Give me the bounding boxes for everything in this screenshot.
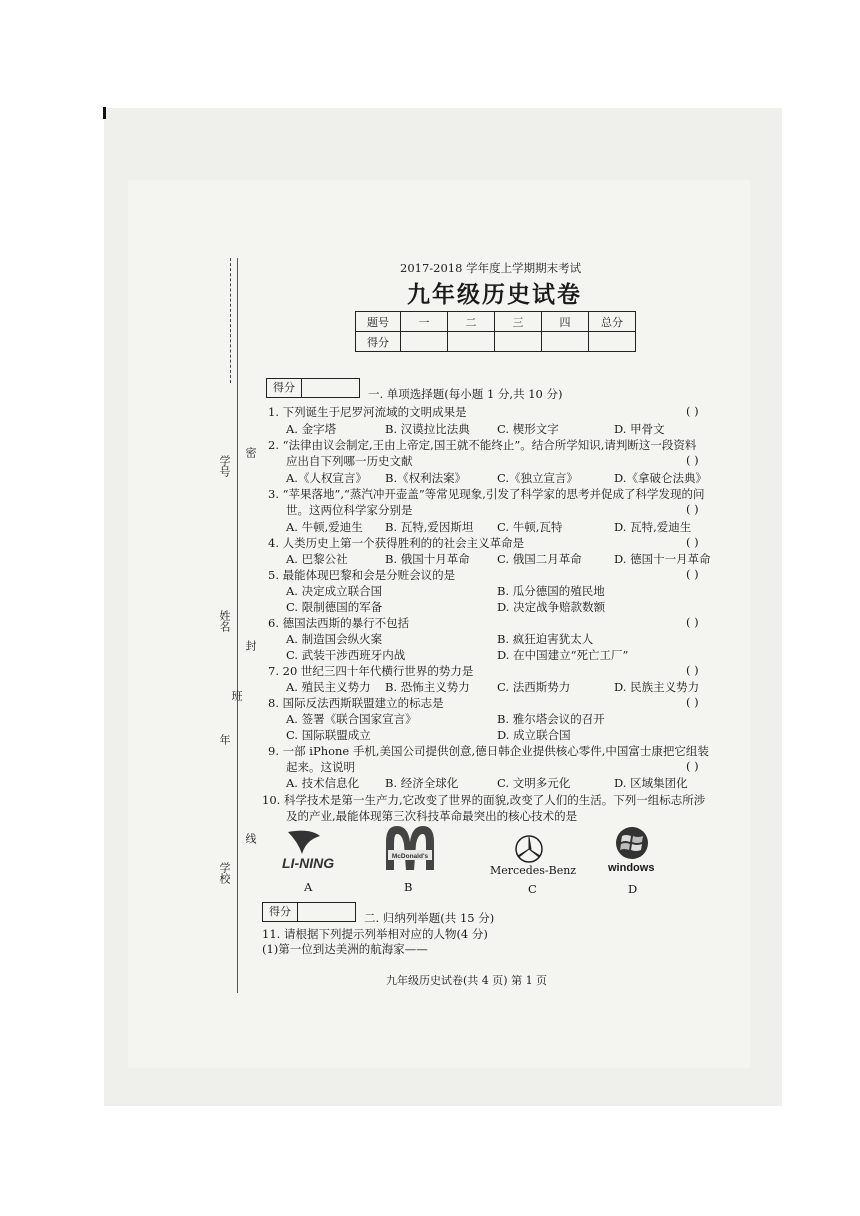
question-stem: 7. 20 世纪三四十年代横行世界的势力是 bbox=[268, 664, 474, 678]
margin-label-feng: 封 bbox=[244, 640, 257, 651]
scan-corner-mark bbox=[103, 107, 106, 119]
score-table-header: 一 bbox=[401, 312, 448, 332]
section1-score-box bbox=[266, 378, 360, 398]
margin-label-xuehao: 学号 bbox=[218, 455, 231, 477]
question-11-part1: (1)第一位到达美洲的航海家—— bbox=[262, 942, 428, 956]
score-cell[interactable] bbox=[589, 332, 636, 352]
option-d: D. 甲骨文 bbox=[614, 422, 665, 436]
section2-score-box bbox=[262, 902, 356, 922]
page-footer: 九年级历史试卷(共 4 页) 第 1 页 bbox=[386, 974, 548, 987]
option-b: B. 瓦特,爱因斯坦 bbox=[385, 520, 474, 534]
score-table-header: 三 bbox=[495, 312, 542, 332]
binding-dash bbox=[230, 258, 231, 383]
question-stem: 3. “苹果落地”,“蒸汽冲开壶盖”等常见现象,引发了科学家的思考并促成了科学发现的问 bbox=[268, 487, 705, 501]
option-b: B. 瓜分德国的殖民地 bbox=[497, 584, 605, 598]
li-ning-logo bbox=[280, 826, 352, 876]
score-table bbox=[355, 311, 636, 352]
option-c: C. 武装干涉西班牙内战 bbox=[286, 648, 406, 662]
question-stem: 10. 科学技术是第一生产力,它改变了世界的面貌,改变了人们的生活。下列一组标志所涉 bbox=[262, 793, 706, 807]
option-a: A. 殖民主义势力 bbox=[286, 680, 371, 694]
option-c: C.《独立宣言》 bbox=[497, 471, 579, 485]
score-table-header: 总分 bbox=[589, 312, 636, 332]
option-b: B. 恐怖主义势力 bbox=[385, 680, 470, 694]
option-d: D. 民族主义势力 bbox=[614, 680, 700, 694]
question-stem: 9. 一部 iPhone 手机,美国公司提供创意,德日韩企业提供核心零件,中国富士康把它组装 bbox=[268, 744, 709, 758]
option-c: C. 俄国二月革命 bbox=[497, 552, 582, 566]
logo-letter-b: B bbox=[404, 880, 413, 894]
question-stem-cont: 世。这两位科学家分别是 bbox=[286, 503, 413, 517]
question-stem-cont: 及的产业,最能体现第三次科技革命最突出的核心技术的是 bbox=[286, 809, 578, 823]
option-b: B. 汉谟拉比法典 bbox=[385, 422, 470, 436]
margin-label-nian: 年 bbox=[218, 734, 231, 745]
answer-paren[interactable]: ( ) bbox=[686, 567, 699, 581]
question-11-stem: 11. 请根据下列提示列举相对应的人物(4 分) bbox=[262, 927, 488, 941]
score-cell[interactable] bbox=[495, 332, 542, 352]
answer-paren[interactable]: ( ) bbox=[686, 663, 699, 677]
score-cell[interactable] bbox=[542, 332, 589, 352]
question-stem: 1. 下列诞生于尼罗河流域的文明成果是 bbox=[268, 405, 467, 419]
exam-title: 九年级历史试卷 bbox=[407, 281, 582, 308]
margin-label-ban: 班 bbox=[230, 690, 243, 701]
question-stem-cont: 应出自下列哪一历史文献 bbox=[286, 454, 413, 468]
section2-heading: 二. 归纳列举题(共 15 分) bbox=[364, 911, 495, 925]
li-ning-wordmark: LI-NING bbox=[282, 855, 335, 871]
section2-score-label: 得分 bbox=[263, 903, 298, 921]
option-c: C. 法西斯势力 bbox=[497, 680, 571, 694]
margin-label-xian: 线 bbox=[244, 833, 257, 844]
answer-paren[interactable]: ( ) bbox=[686, 453, 699, 467]
score-table-header: 四 bbox=[542, 312, 589, 332]
answer-paren[interactable]: ( ) bbox=[686, 404, 699, 418]
logo-letter-c: C bbox=[528, 882, 537, 896]
mercedes-benz-logo bbox=[514, 834, 544, 864]
windows-logo bbox=[612, 826, 652, 860]
score-table-header: 题号 bbox=[356, 312, 401, 332]
question-stem: 5. 最能体现巴黎和会是分赃会议的是 bbox=[268, 568, 456, 582]
margin-label-xingming: 姓名 bbox=[218, 610, 231, 632]
exam-subtitle: 2017-2018 学年度上学期期末考试 bbox=[400, 261, 582, 275]
option-c: C. 楔形文字 bbox=[497, 422, 559, 436]
answer-paren[interactable]: ( ) bbox=[686, 759, 699, 773]
option-d: D. 区域集团化 bbox=[614, 776, 688, 790]
option-a: A.《人权宣言》 bbox=[286, 471, 367, 485]
option-b: B.《权利法案》 bbox=[385, 471, 467, 485]
score-table-row-label: 得分 bbox=[356, 332, 401, 352]
answer-paren[interactable]: ( ) bbox=[686, 615, 699, 629]
answer-paren[interactable]: ( ) bbox=[686, 535, 699, 549]
option-d: D. 在中国建立“死亡工厂” bbox=[497, 648, 629, 662]
score-table-header: 二 bbox=[448, 312, 495, 332]
option-a: A. 签署《联合国家宣言》 bbox=[286, 712, 417, 726]
option-a: A. 牛顿,爱迪生 bbox=[286, 520, 363, 534]
option-d: D. 瓦特,爱迪生 bbox=[614, 520, 692, 534]
question-stem: 4. 人类历史上第一个获得胜利的的社会主义革命是 bbox=[268, 536, 525, 550]
mcdonalds-wordmark: McDonald's bbox=[391, 853, 429, 860]
score-cell[interactable] bbox=[448, 332, 495, 352]
option-c: C. 文明多元化 bbox=[497, 776, 571, 790]
answer-paren[interactable]: ( ) bbox=[686, 695, 699, 709]
mcdonalds-logo bbox=[382, 822, 438, 874]
option-b: B. 雅尔塔会议的召开 bbox=[497, 712, 605, 726]
windows-wordmark: windows bbox=[608, 862, 655, 874]
option-a: A. 技术信息化 bbox=[286, 776, 360, 790]
option-a: A. 制造国会纵火案 bbox=[286, 632, 383, 646]
logo-letter-a: A bbox=[304, 880, 313, 894]
option-c: C. 牛顿,瓦特 bbox=[497, 520, 563, 534]
option-a: A. 金字塔 bbox=[286, 422, 337, 436]
mercedes-benz-wordmark: Mercedes-Benz bbox=[490, 864, 577, 877]
option-b: B. 经济全球化 bbox=[385, 776, 459, 790]
option-a: A. 决定成立联合国 bbox=[286, 584, 383, 598]
option-d: D.《拿破仑法典》 bbox=[614, 471, 707, 485]
question-stem-cont: 起来。这说明 bbox=[286, 760, 355, 774]
option-d: D. 德国十一月革命 bbox=[614, 552, 711, 566]
logo-letter-d: D bbox=[628, 882, 638, 896]
question-stem: 6. 德国法西斯的暴行不包括 bbox=[268, 616, 410, 630]
score-cell[interactable] bbox=[401, 332, 448, 352]
section1-score-label: 得分 bbox=[267, 379, 302, 397]
section1-heading: 一. 单项选择题(每小题 1 分,共 10 分) bbox=[368, 387, 563, 401]
option-d: D. 决定战争赔款数额 bbox=[497, 600, 606, 614]
margin-label-xuexiao: 学校 bbox=[218, 862, 231, 884]
question-stem: 8. 国际反法西斯联盟建立的标志是 bbox=[268, 696, 444, 710]
binding-line bbox=[237, 258, 238, 993]
answer-paren[interactable]: ( ) bbox=[686, 502, 699, 516]
option-a: A. 巴黎公社 bbox=[286, 552, 348, 566]
question-stem: 2. “法律由议会制定,王由上帝定,国王就不能终止”。结合所学知识,请判断这一段资料 bbox=[268, 438, 697, 452]
option-c: C. 限制德国的军备 bbox=[286, 600, 383, 614]
option-b: B. 疯狂迫害犹太人 bbox=[497, 632, 594, 646]
option-b: B. 俄国十月革命 bbox=[385, 552, 470, 566]
option-d: D. 成立联合国 bbox=[497, 728, 571, 742]
option-c: C. 国际联盟成立 bbox=[286, 728, 371, 742]
margin-label-mi: 密 bbox=[244, 447, 257, 458]
